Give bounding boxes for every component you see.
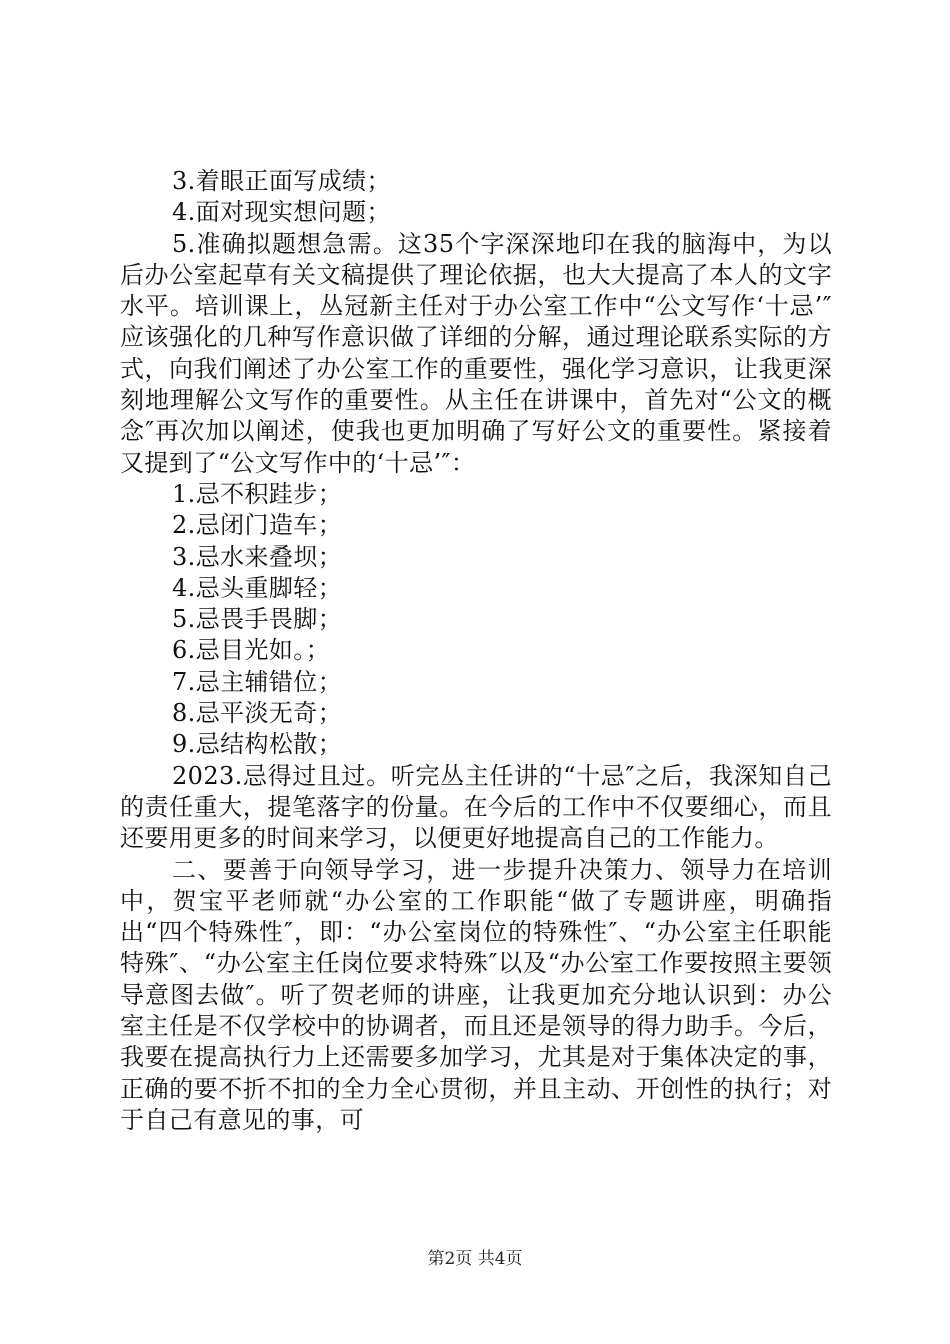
list-item-9: 9.忌结构松散； xyxy=(172,730,343,759)
document-body xyxy=(120,166,832,1136)
list-item-1: 1.忌不积跬步； xyxy=(172,479,343,508)
page-number-label: 第2页 共4页 xyxy=(427,1249,523,1269)
paragraph-5: 二、要善于向领导学习，进一步提升决策力、领导力在培训中，贺宝平老师就“办公室的工作职能“做了专题讲座，明确指出“四个特殊性″，即：“办公室岗位的特殊性″、“办公室主任职能特殊″、“办公室主任岗位要求特殊″以及“办公室工作要按照主要领导意图去做″。听了贺老师的讲座，让我更加充分地认识到：办公室主任是不仅学校中的协调者，而且还是领导的得力助手。今后，我要在提高执行力上还需要多加学习，尤其是对于集体决定的事，正确的要不折不扣的全力全心贯彻，并且主动、开创性的执行；对于自己有意见的事，可 xyxy=(120,855,832,1134)
page-footer xyxy=(0,1244,950,1269)
list-item-8: 8.忌平淡无奇； xyxy=(172,699,343,728)
paragraph-2: 4.面对现实想问题； xyxy=(172,198,391,227)
paragraph-1: 3.着眼正面写成绩； xyxy=(172,167,391,195)
list-item-7: 7.忌主辅错位； xyxy=(172,667,343,696)
list-item-2: 2.忌闭门造车； xyxy=(172,511,343,540)
paragraph-3: 5.准确拟题想急需。这35个字深深地印在我的脑海中，为以后办公室起草有关文稿提供了理论依据，也大大提高了本人的文字水平。培训课上，丛冠新主任对于办公室工作中“公文写作‘十忌’″应该强化的几种写作意识做了详细的分解，通过理论联系实际的方式，向我们阐述了办公室工作的重要性，强化学习意识，让我更深刻地理解公文写作的重要性。从主任在讲课中，首先对“公文的概念″再次加以阐述，使我也更加明确了写好公文的重要性。紧接着又提到了“公文写作中的‘十忌’″： xyxy=(120,229,832,477)
paragraph-4: 2023.忌得过且过。听完丛主任讲的“十忌″之后，我深知自己的责任重大，提笔落字的份量。在今后的工作中不仅要细心，而且还要用更多的时间来学习，以便更好地提高自己的工作能力。 xyxy=(120,761,832,853)
list-item-6: 6.忌目光如。； xyxy=(172,636,331,665)
list-item-5: 5.忌畏手畏脚； xyxy=(172,605,343,634)
list-item-4: 4.忌头重脚轻； xyxy=(172,573,343,602)
list-item-3: 3.忌水来叠坝； xyxy=(172,542,343,571)
